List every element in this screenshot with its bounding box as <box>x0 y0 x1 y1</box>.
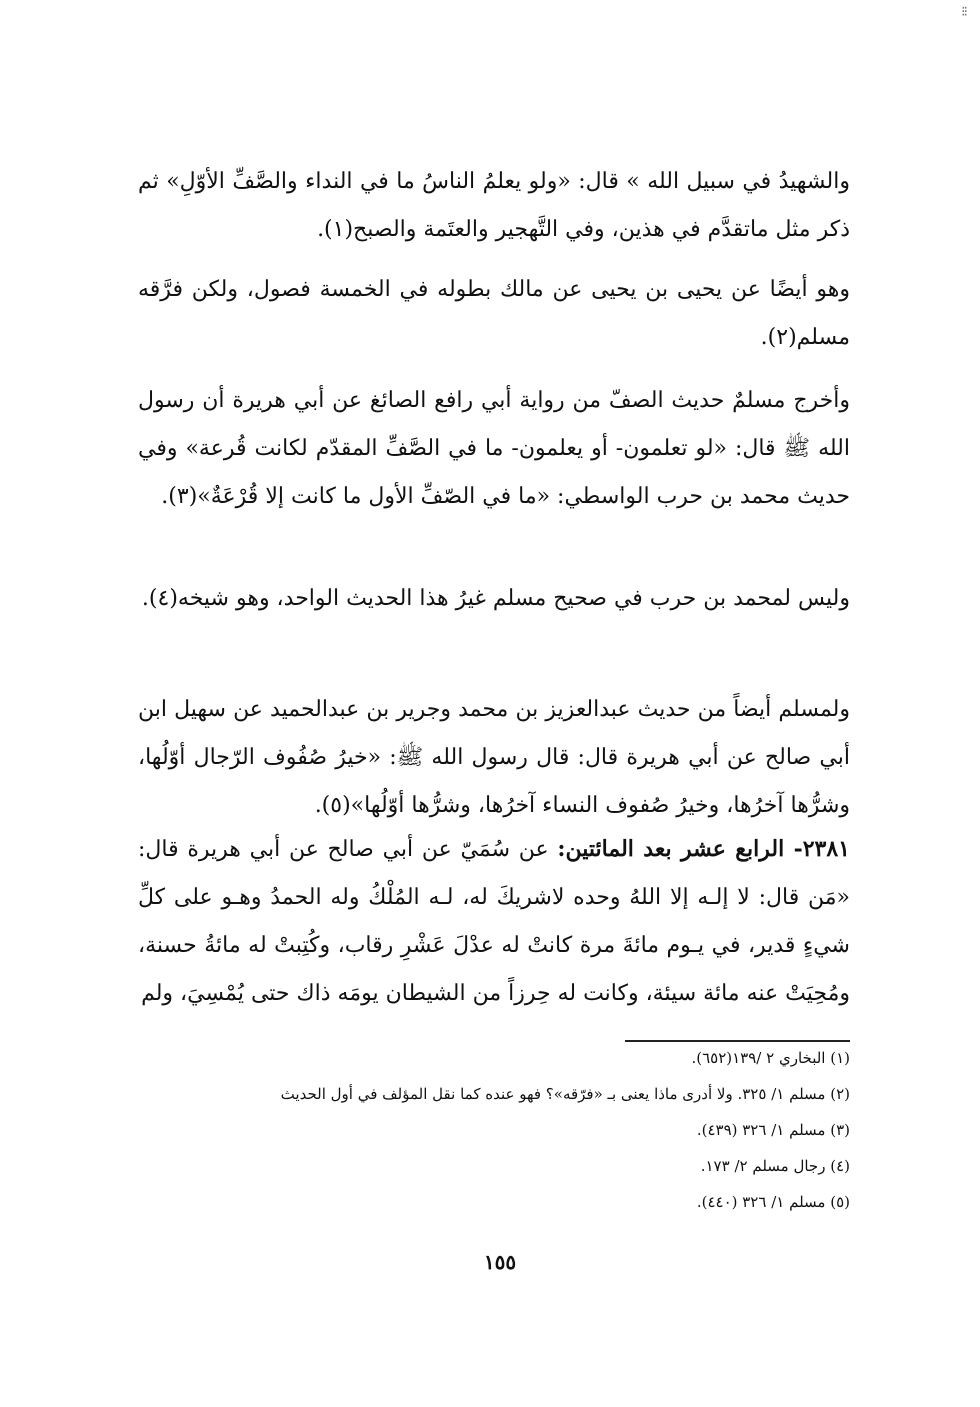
scan-corner-mark: ⁝⁝ <box>961 4 966 20</box>
paragraph-4: وليس لمحمد بن حرب في صحيح مسلم غيرُ هذا الحديث الواحد، وهو شيخه(٤). <box>141 586 850 611</box>
footnote-2: (٢) مسلم ١/ ٣٢٥. ولا أدرى ماذا يعنى بـ «فرّقه»؟ فهو عنده كما نقل المؤلف في أول الحديث <box>280 1085 850 1103</box>
footnotes-list <box>240 1040 850 1220</box>
footnote-4: (٤) رجال مسلم ٢/ ١٧٣. <box>700 1157 850 1175</box>
paragraph-2: وهو أيضًا عن يحيى بن يحيى عن مالك بطوله في الخمسة فصول، ولكن فرَّقه مسلم(٢). <box>138 277 850 350</box>
hadith-paragraph <box>138 825 850 1018</box>
hadith-text: عن سُمَيّ عن أبي صالح عن أبي هريرة قال: «مَن قال: لا إلـه إلا اللهُ وحده لاشريكَ له، لـه المُلْكُ وله الحمدُ وهـو على كلِّ شيءٍ قدير، في يـوم مائةَ مرة كانتْ له عدْلَ عَشْرِ رقاب، وكُتِبتْ له مائةُ حسنة، ومُحِيَتْ عنه مائة سيئة، وكانت له حِرزاً من الشيطان يومَه ذاك حتى يُمْسِيَ، ولم <box>138 837 850 1006</box>
footnote-1: (١) البخاري ٢ /١٣٩(٦٥٢). <box>691 1049 850 1067</box>
paragraph-5: ولمسلم أيضاً من حديث عبدالعزيز بن محمد وجرير بن عبدالحميد عن سهيل ابن أبي صالح عن أبي هريرة قال: قال رسول الله ﷺ: «خيرُ صُفُوف الرّجال أوّلُها، وشرُّها آخرُها، وخيرُ صُفوف النساء آخرُها، وشرُّها أوّلُها»(٥). <box>138 697 850 818</box>
paragraph-3: وأخرج مسلمٌ حديث الصفّ من رواية أبي رافع الصائغ عن أبي هريرة أن رسول الله ﷺ قال: «لو تعلمون- أو يعلمون- ما في الصَّفِّ المقدّم لكانت قُرعة» وفي حديث محمد بن حرب الواسطي: «ما في الصّفِّ الأول ما كانت إلا قُرْعَةٌ»(٣). <box>138 388 850 509</box>
page-number: ١٥٥ <box>483 1250 517 1274</box>
footnote-5: (٥) مسلم ١/ ٣٢٦ (٤٤٠). <box>696 1193 850 1211</box>
hadith-heading: ٢٣٨١- الرابع عشر بعد المائتين: <box>557 836 850 862</box>
footnote-3: (٣) مسلم ١/ ٣٢٦ (٤٣٩). <box>696 1121 850 1139</box>
paragraph-1: والشهيدُ في سبيل الله » قال: «ولو يعلمُ الناسُ ما في النداء والصَّفِّ الأوّلِ» ثم ذكر مثل ماتقدَّم في هذين، وفي التَّهجير والعتَمة والصبح(١). <box>138 169 850 242</box>
